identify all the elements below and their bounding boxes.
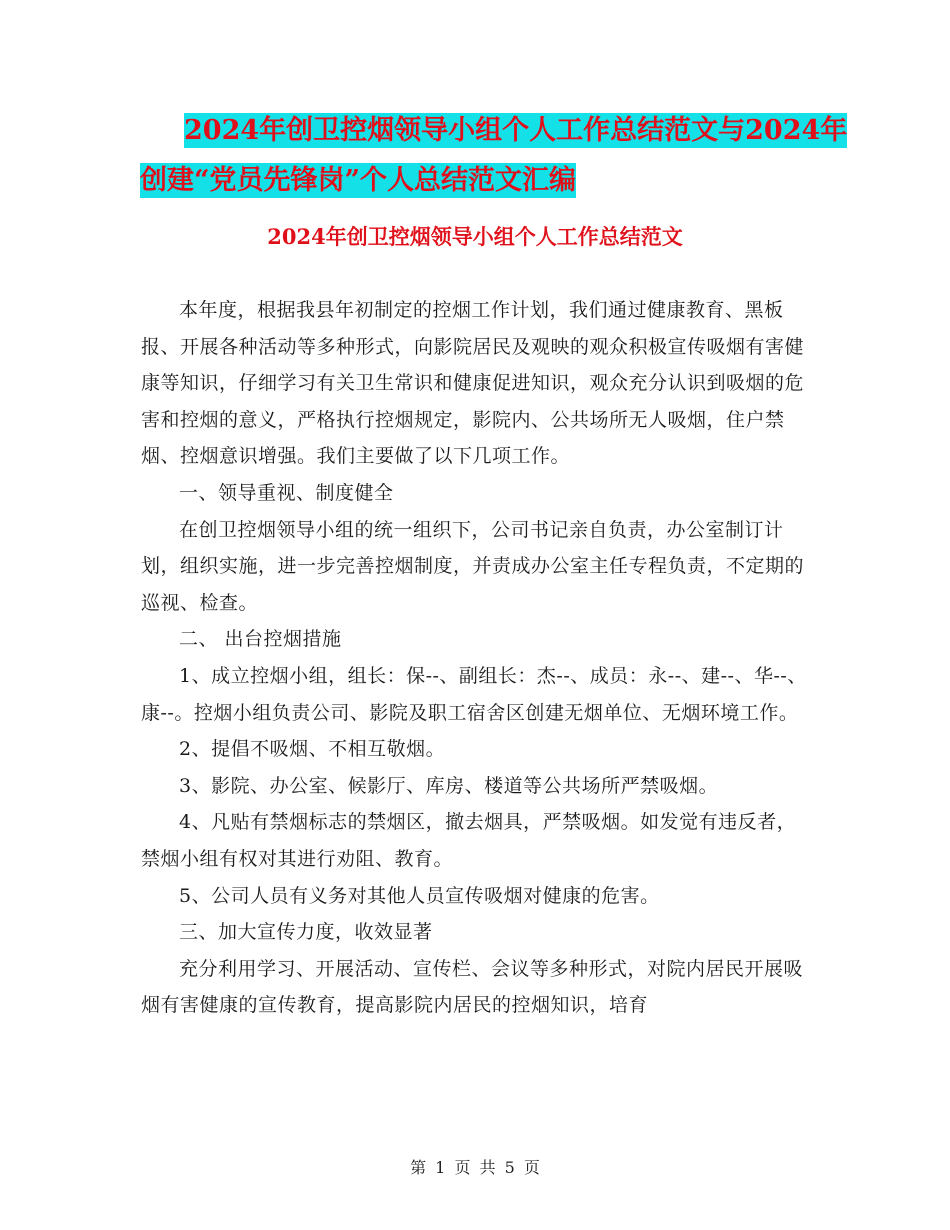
page-footer: 第 1 页 共 5 页 — [410, 1158, 540, 1177]
heading-3: 三、加大宣传力度，收效显著 — [179, 921, 433, 944]
list-item: 4、凡贴有禁烟标志的禁烟区，撤去烟具，严禁吸烟。如发觉有违反者，禁烟小组有权对其进行劝阻、教育。 — [141, 811, 797, 870]
paragraph: 在创卫控烟领导小组的统一组织下，公司书记亲自负责，办公室制订计划，组织实施，进一步完善控烟制度，并责成办公室主任专程负责，不定期的巡视、检查。 — [141, 518, 805, 614]
document-body — [141, 292, 811, 1024]
list-item: 1、成立控烟小组，组长：保--、副组长：杰--、成员：永--、建--、华--、康--。控烟小组负责公司、影院及职工宿舍区创建无烟单位、无烟环境工作。 — [141, 664, 807, 724]
paragraph-intro: 本年度，根据我县年初制定的控烟工作计划，我们通过健康教育、黑板报、开展各种活动等多种形式，向影院居民及观映的观众积极宣传吸烟有害健康等知识，仔细学习有关卫生常识和健康促进知识，观众充分认识到吸烟的危害和控烟的意义，严格执行控烟规定，影院内、公共场所无人吸烟，住户禁烟、控烟意识增强。我们主要做了以下几项工作。 — [141, 299, 805, 468]
paragraph: 充分利用学习、开展活动、宣传栏、会议等多种形式，对院内居民开展吸烟有害健康的宣传教育，提高影院内居民的控烟知识，培育 — [141, 957, 804, 1017]
heading-2: 二、 出台控烟措施 — [179, 628, 342, 651]
heading-1: 一、领导重视、制度健全 — [179, 481, 394, 504]
section-title: 2024年创卫控烟领导小组个人工作总结范文 — [267, 224, 683, 249]
document-title — [0, 106, 950, 206]
title-line-1: 2024年创卫控烟领导小组个人工作总结范文与2024年 — [184, 115, 848, 146]
list-item: 3、影院、办公室、候影厅、库房、楼道等公共场所严禁吸烟。 — [179, 774, 719, 797]
list-item: 2、提倡不吸烟、不相互敬烟。 — [179, 738, 446, 761]
list-item: 5、公司人员有义务对其他人员宣传吸烟对健康的危害。 — [179, 884, 660, 907]
title-line-2: 创建“党员先锋岗”个人总结范文汇编 — [140, 165, 577, 196]
